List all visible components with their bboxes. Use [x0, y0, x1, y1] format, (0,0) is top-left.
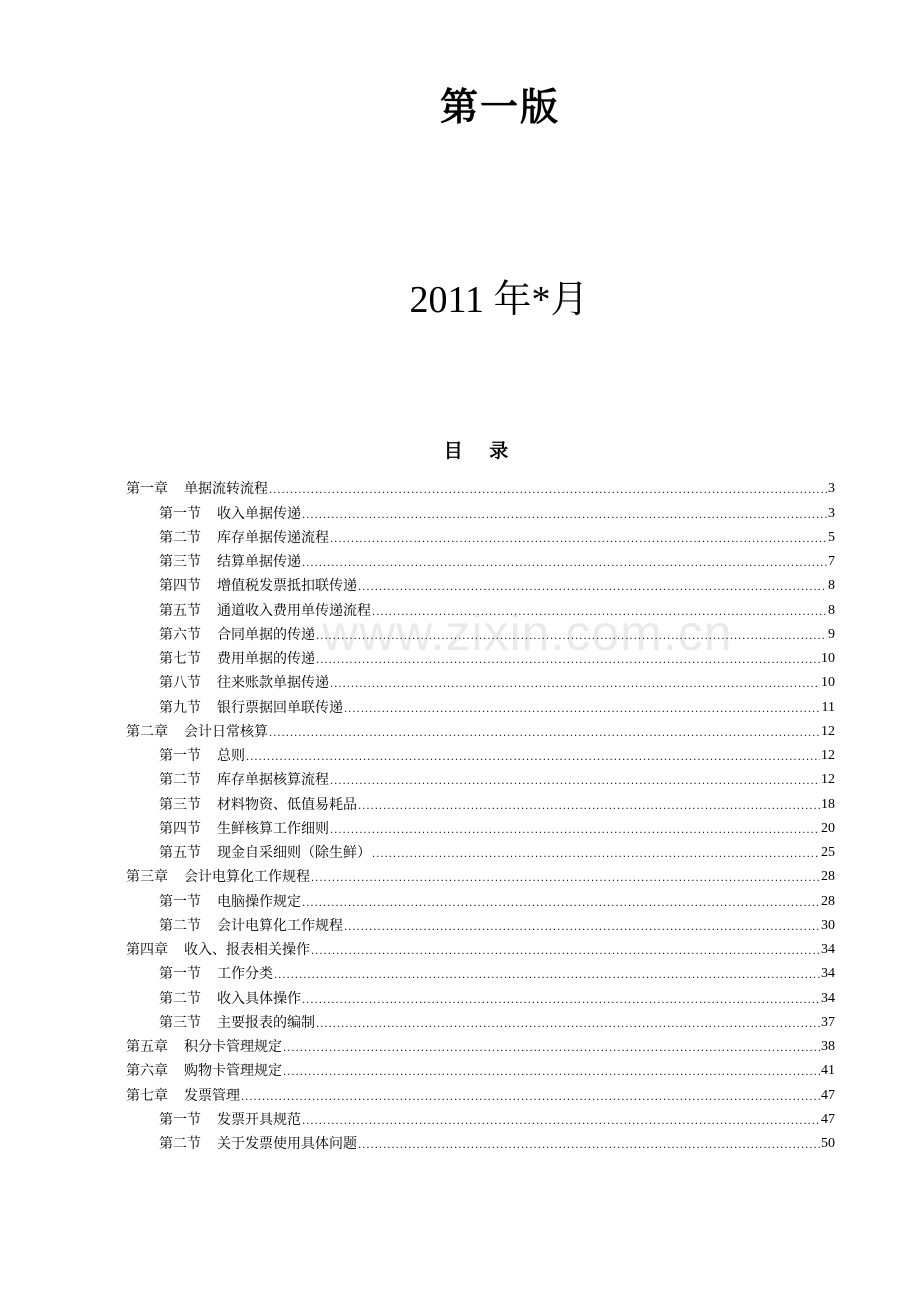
toc-entry-chapter[interactable]	[126, 935, 835, 959]
toc-entry-page: 38	[821, 1039, 835, 1054]
toc-entry-number: 第八节	[159, 675, 201, 692]
toc-entry-page: 10	[821, 651, 835, 666]
toc-entry-number: 第三节	[159, 1014, 201, 1031]
toc-dot-leader	[283, 1066, 820, 1080]
toc-dot-leader	[344, 921, 820, 935]
toc-entry-section[interactable]	[126, 644, 835, 668]
toc-entry-number: 第七章	[126, 1087, 168, 1104]
toc-entry-page: 12	[821, 772, 835, 788]
toc-entry-page: 28	[821, 893, 835, 909]
toc-entry-number: 第六章	[126, 1063, 168, 1080]
toc-entry-page: 34	[821, 966, 835, 982]
toc-entry-number: 第一节	[159, 1111, 201, 1128]
toc-entry-title: 发票管理	[184, 1087, 240, 1104]
toc-entry-chapter[interactable]	[126, 1032, 835, 1056]
toc-dot-leader	[241, 1091, 820, 1105]
toc-dot-leader	[316, 630, 827, 644]
toc-entry-title: 费用单据的传递	[217, 651, 315, 667]
table-of-contents	[126, 474, 835, 1153]
toc-entry-chapter[interactable]	[126, 474, 835, 498]
toc-entry-section[interactable]	[126, 765, 835, 789]
toc-entry-number: 第四节	[159, 820, 201, 837]
toc-dot-leader	[302, 994, 820, 1008]
toc-dot-leader	[372, 606, 827, 620]
toc-entry-number: 第五章	[126, 1039, 168, 1055]
toc-entry-number: 第二节	[159, 917, 201, 934]
toc-entry-number: 第一节	[159, 748, 201, 764]
toc-entry-section[interactable]	[126, 1008, 835, 1032]
toc-entry-section[interactable]	[126, 595, 835, 619]
toc-dot-leader	[372, 848, 820, 862]
toc-dot-leader	[316, 654, 820, 668]
toc-dot-leader	[330, 678, 820, 692]
toc-entry-page: 50	[821, 1136, 835, 1151]
toc-entry-number: 第五节	[159, 845, 201, 861]
toc-entry-number: 第二节	[159, 529, 201, 546]
toc-entry-number: 第三章	[126, 869, 168, 886]
toc-dot-leader	[283, 1042, 820, 1056]
toc-entry-page: 7	[828, 554, 835, 569]
toc-entry-title: 总则	[217, 748, 245, 764]
toc-dot-leader	[358, 1139, 820, 1153]
toc-entry-title: 收入、报表相关操作	[184, 942, 310, 958]
toc-entry-chapter[interactable]	[126, 1080, 835, 1104]
toc-entry-page: 18	[821, 796, 835, 812]
toc-entry-title: 工作分类	[217, 966, 273, 983]
watermark-text: www.zixin.com.cn	[322, 605, 733, 661]
toc-entry-page: 30	[821, 917, 835, 933]
toc-entry-number: 第二节	[159, 990, 201, 1007]
toc-entry-title: 会计日常核算	[184, 723, 268, 740]
toc-dot-leader	[311, 872, 820, 886]
toc-entry-section[interactable]	[126, 523, 835, 547]
toc-entry-number: 第二节	[159, 1136, 201, 1152]
toc-entry-section[interactable]	[126, 789, 835, 813]
toc-entry-title: 会计电算化工作规程	[184, 869, 310, 886]
toc-entry-page: 34	[821, 990, 835, 1006]
toc-entry-page: 3	[828, 481, 835, 497]
toc-entry-page: 41	[821, 1063, 835, 1079]
toc-entry-chapter[interactable]	[126, 862, 835, 886]
toc-entry-title: 收入具体操作	[217, 990, 301, 1007]
toc-entry-chapter[interactable]	[126, 717, 835, 741]
toc-entry-title: 单据流转流程	[184, 481, 268, 498]
toc-entry-section[interactable]	[126, 692, 835, 716]
toc-entry-page: 3	[828, 505, 835, 521]
toc-entry-page: 28	[821, 869, 835, 885]
toc-dot-leader	[316, 1018, 820, 1032]
toc-entry-page: 47	[821, 1111, 835, 1127]
toc-entry-number: 第一章	[126, 481, 168, 498]
toc-dot-leader	[330, 533, 827, 547]
toc-entry-number: 第五节	[159, 602, 201, 619]
toc-entry-title: 电脑操作规定	[217, 893, 301, 910]
edition-title: 第一版	[439, 84, 560, 129]
toc-entry-title: 会计电算化工作规程	[217, 917, 343, 934]
toc-heading: 目 录	[443, 440, 519, 462]
toc-entry-number: 第二章	[126, 723, 168, 740]
toc-entry-number: 第九节	[159, 699, 201, 716]
toc-entry-page: 5	[828, 529, 835, 545]
toc-entry-section[interactable]	[126, 620, 835, 644]
toc-entry-number: 第三节	[159, 554, 201, 570]
toc-entry-page: 47	[821, 1087, 835, 1103]
toc-entry-page: 34	[821, 942, 835, 957]
toc-entry-section[interactable]	[126, 741, 835, 765]
toc-entry-section[interactable]	[126, 886, 835, 910]
toc-entry-title: 增值税发票抵扣联传递	[217, 578, 357, 595]
toc-entry-title: 通道收入费用单传递流程	[217, 602, 371, 619]
toc-entry-title: 合同单据的传递	[217, 626, 315, 643]
toc-entry-page: 10	[821, 675, 835, 691]
toc-dot-leader	[358, 581, 827, 595]
toc-entry-title: 关于发票使用具体问题	[217, 1136, 357, 1152]
toc-entry-number: 第四章	[126, 942, 168, 958]
toc-entry-section[interactable]	[126, 1129, 835, 1153]
toc-entry-title: 现金自采细则（除生鲜）	[217, 845, 371, 861]
toc-entry-page: 37	[821, 1014, 835, 1030]
toc-entry-number: 第一节	[159, 505, 201, 522]
toc-entry-title: 库存单据核算流程	[217, 772, 329, 789]
toc-entry-page: 11	[821, 699, 835, 715]
toc-entry-title: 主要报表的编制	[217, 1014, 315, 1031]
toc-entry-number: 第一节	[159, 966, 201, 983]
toc-entry-page: 9	[828, 626, 835, 642]
toc-entry-section[interactable]	[126, 911, 835, 935]
toc-entry-number: 第二节	[159, 772, 201, 789]
toc-entry-page: 25	[821, 845, 835, 860]
toc-entry-number: 第四节	[159, 578, 201, 595]
toc-entry-section[interactable]	[126, 838, 835, 862]
toc-dot-leader	[311, 945, 820, 959]
toc-entry-section[interactable]	[126, 547, 835, 571]
toc-entry-number: 第三节	[159, 796, 201, 813]
toc-dot-leader	[246, 751, 820, 765]
toc-entry-section[interactable]	[126, 814, 835, 838]
toc-dot-leader	[302, 509, 827, 523]
toc-entry-chapter[interactable]	[126, 1056, 835, 1080]
toc-dot-leader	[302, 557, 827, 571]
toc-entry-title: 收入单据传递	[217, 505, 301, 522]
toc-entry-title: 银行票据回单联传递	[217, 699, 343, 716]
toc-dot-leader	[302, 1115, 820, 1129]
toc-entry-title: 库存单据传递流程	[217, 529, 329, 546]
toc-dot-leader	[330, 824, 820, 838]
toc-dot-leader	[358, 800, 820, 814]
toc-entry-title: 结算单据传递	[217, 554, 301, 570]
toc-entry-title: 积分卡管理规定	[184, 1039, 282, 1055]
toc-entry-title: 发票开具规范	[217, 1111, 301, 1128]
toc-entry-page: 8	[828, 602, 835, 618]
toc-entry-section[interactable]	[126, 668, 835, 692]
toc-entry-section[interactable]	[126, 959, 835, 983]
toc-entry-section[interactable]	[126, 498, 835, 522]
toc-entry-number: 第一节	[159, 893, 201, 910]
toc-dot-leader	[330, 775, 820, 789]
toc-dot-leader	[274, 969, 820, 983]
toc-entry-section[interactable]	[126, 1105, 835, 1129]
toc-entry-page: 12	[821, 723, 835, 739]
toc-entry-page: 12	[821, 748, 835, 763]
toc-dot-leader	[344, 703, 821, 717]
toc-entry-number: 第七节	[159, 651, 201, 667]
toc-entry-section[interactable]	[126, 571, 835, 595]
toc-dot-leader	[302, 897, 820, 911]
toc-entry-title: 往来账款单据传递	[217, 675, 329, 692]
publication-date: 2011 年*月	[409, 279, 589, 321]
toc-dot-leader	[269, 484, 827, 498]
toc-entry-page: 8	[828, 578, 835, 594]
toc-entry-title: 购物卡管理规定	[184, 1063, 282, 1080]
toc-entry-section[interactable]	[126, 983, 835, 1007]
toc-entry-page: 20	[821, 820, 835, 836]
toc-dot-leader	[269, 727, 820, 741]
toc-entry-title: 材料物资、低值易耗品	[217, 796, 357, 813]
toc-entry-number: 第六节	[159, 626, 201, 643]
toc-entry-title: 生鲜核算工作细则	[217, 820, 329, 837]
